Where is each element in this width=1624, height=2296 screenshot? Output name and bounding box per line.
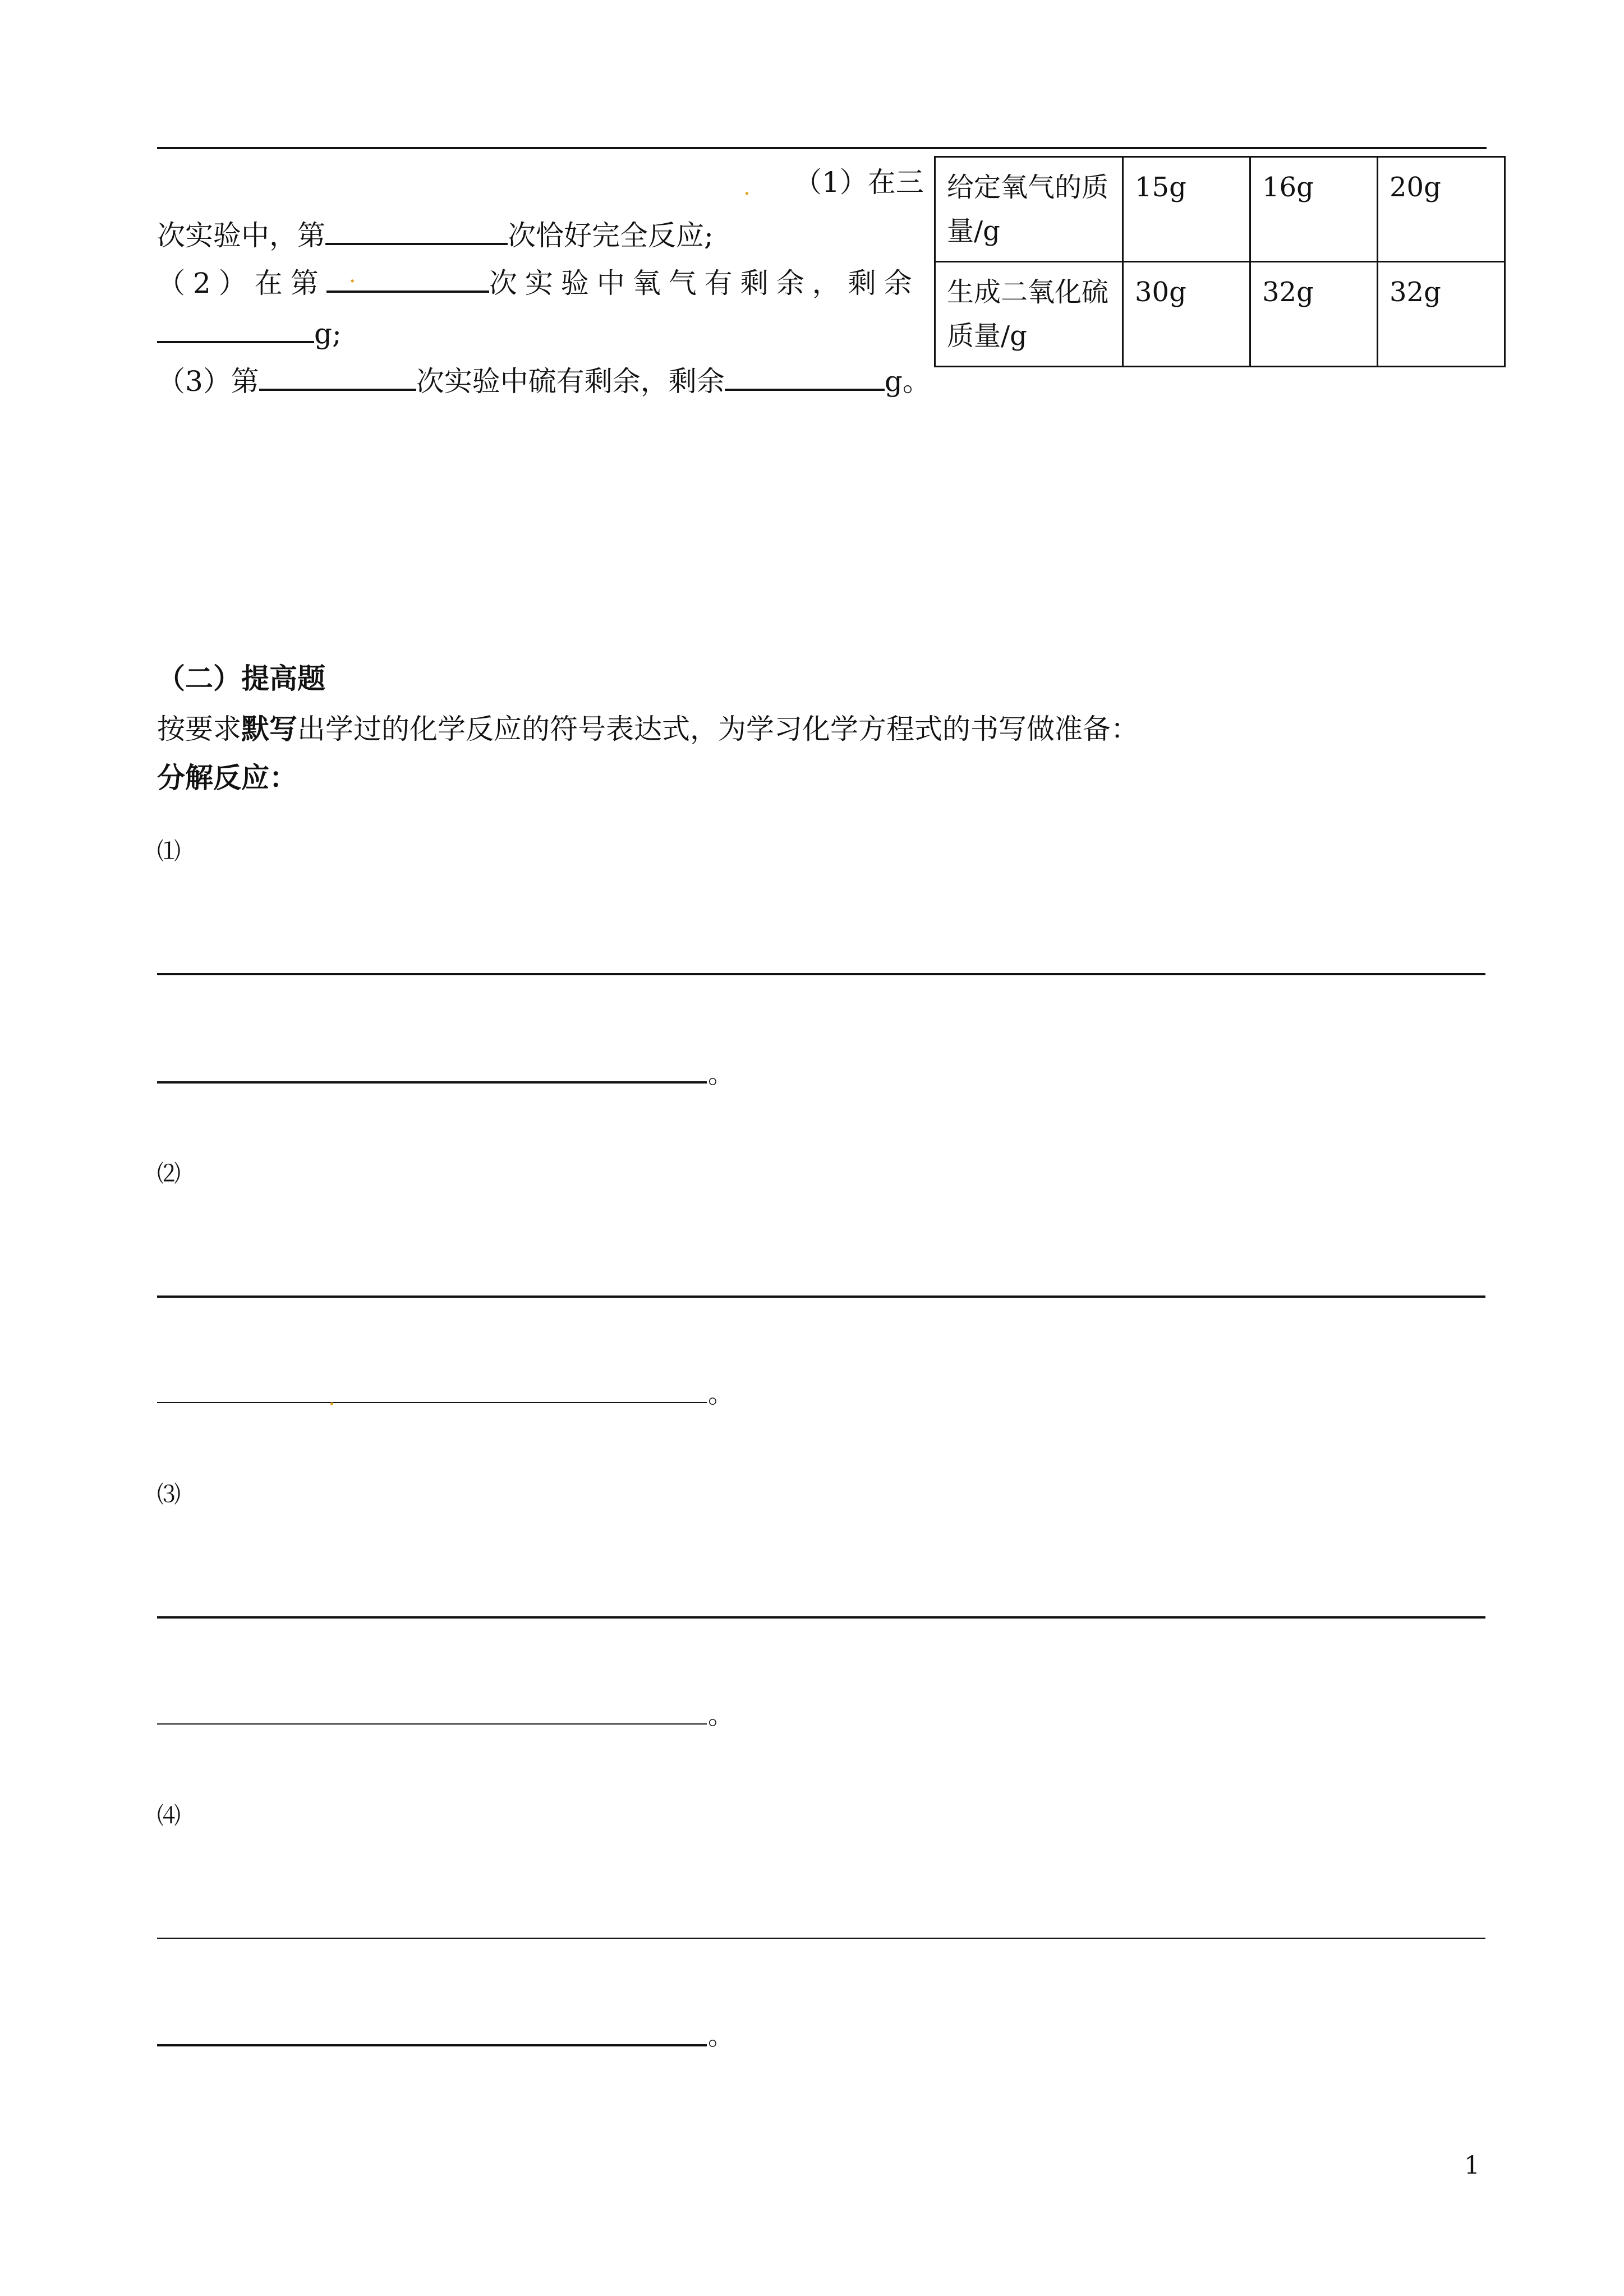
- q1-dot: .: [743, 174, 751, 200]
- answer-line-short[interactable]: [157, 2044, 707, 2046]
- q1-line2-text-b: 次恰好完全反应;: [508, 219, 714, 252]
- item-end-period: 。: [708, 2021, 734, 2051]
- q2-answer-blank[interactable]: .: [326, 264, 489, 293]
- item-end-period: 。: [708, 1378, 734, 1409]
- item-number: ⑴: [157, 837, 181, 865]
- answer-line-long[interactable]: [157, 1938, 1485, 1939]
- q3-answer-blank[interactable]: [259, 362, 416, 391]
- section-instruction: [157, 712, 1139, 746]
- item-number: ⑵: [157, 1160, 181, 1187]
- answer-line-long[interactable]: [157, 973, 1485, 975]
- q1-prefix: （1）在三: [794, 166, 924, 199]
- section-subtitle: 分解反应：: [157, 761, 297, 794]
- q2-line: [157, 264, 920, 300]
- q3-text-b: 次实验中硫有剩余，剩余: [416, 365, 725, 398]
- answer-line-long[interactable]: [157, 1616, 1485, 1619]
- q3-remainder-blank[interactable]: [725, 362, 885, 391]
- item-number: ⑷: [157, 1802, 181, 1829]
- instruction-text-b: 出学过的化学反应的符号表达式，为学习化学方程式的书写做准备：: [297, 713, 1139, 745]
- q3-unit: g。: [884, 365, 931, 398]
- table-cell: 30g: [1123, 262, 1250, 367]
- item-end-period: 。: [708, 1059, 734, 1089]
- table-cell-label: 生成二氧化硫质量/g: [935, 262, 1123, 367]
- q1-answer-blank[interactable]: [325, 216, 508, 245]
- answer-line-short[interactable]: [157, 1402, 707, 1403]
- q1-line2-text-a: 次实验中，第: [157, 219, 325, 252]
- table-cell: 16g: [1250, 157, 1378, 262]
- table-cell: 32g: [1378, 262, 1505, 367]
- data-table: [934, 156, 1506, 367]
- table-cell-label: 给定氧气的质量/g: [935, 157, 1123, 262]
- stray-dot: .: [328, 1385, 335, 1410]
- item-end-period: 。: [708, 1700, 734, 1730]
- instruction-bold: 默写: [241, 712, 297, 745]
- instruction-text-a: 按要求: [157, 713, 241, 745]
- q2-text-b: 次实验中氧气有剩余，剩余: [489, 267, 920, 299]
- answer-line-short[interactable]: [157, 1723, 707, 1725]
- q2-unit: g;: [314, 317, 342, 350]
- table-row: [935, 157, 1505, 262]
- q3-text-a: （3）第: [157, 365, 259, 398]
- q2-remainder-line: [157, 314, 342, 351]
- page-number: 1: [1464, 2151, 1480, 2180]
- section-title: （二）提高题: [157, 662, 325, 695]
- answer-line-short[interactable]: [157, 1081, 707, 1084]
- table-cell: 20g: [1378, 157, 1505, 262]
- answer-line-long[interactable]: [157, 1295, 1485, 1298]
- q1-line2: [157, 216, 714, 252]
- q2-text-a: （2）在第: [157, 267, 326, 299]
- table-cell: 15g: [1123, 157, 1250, 262]
- q3-line: [157, 362, 931, 398]
- item-number: ⑶: [157, 1481, 181, 1508]
- header-rule: [157, 147, 1487, 149]
- q2-remainder-blank[interactable]: [157, 314, 314, 343]
- table-cell: 32g: [1250, 262, 1378, 367]
- table-row: [935, 262, 1505, 367]
